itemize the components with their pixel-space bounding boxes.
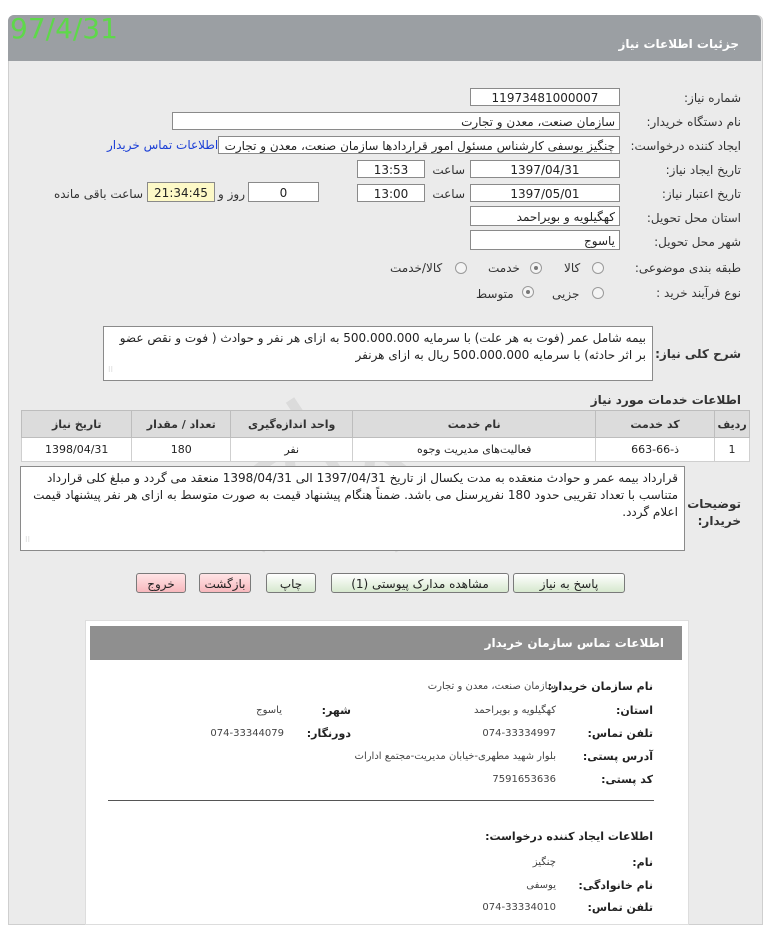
need-number-field: 11973481000007: [470, 88, 620, 106]
days-remaining-field: 0: [248, 182, 319, 202]
column-header: ردیف: [715, 411, 750, 438]
general-desc-label: شرح کلی نیاز:: [655, 347, 741, 361]
back-button[interactable]: بازگشت: [199, 573, 251, 593]
category-radio-goods[interactable]: [592, 262, 604, 274]
contact-province-value: کهگیلویه و بویراحمد: [474, 705, 556, 716]
contact-phone-value: 074-33334997: [482, 728, 556, 739]
buyer-notes-textarea[interactable]: [20, 466, 685, 551]
contact-org-label: نام سازمان خریدار:: [547, 680, 653, 693]
exit-button[interactable]: خروج: [136, 573, 186, 593]
buyer-notes-text: قرارداد بیمه عمر و حوادث منعقده به مدت یکسال از تاریخ 1397/04/31 الی 1398/04/31 منعقد می گردد و مبلغ کلی قرارداد متناسب با تعداد تقریبی حدود 180 نفرپرسنل می باشد. ضمناً هنگام پیشنهاد قیمت به صورت متوسط به ازای هر نفر پیشنهاد قیمت اعلام گردد.: [33, 471, 678, 519]
contact-postal-value: 7591653636: [492, 774, 556, 785]
creator-phone-label: تلفن تماس:: [587, 901, 653, 914]
contact-fax-label: دورنگار:: [306, 727, 351, 740]
table-cell: 1: [715, 438, 750, 462]
date-stamp: 97/4/31: [10, 12, 118, 45]
contact-province-label: استان:: [616, 704, 653, 717]
contact-phone-label: تلفن تماس:: [587, 727, 653, 740]
column-header: واحد اندازه‌گیری: [231, 411, 353, 438]
resize-grip-icon[interactable]: ⁝⁝: [25, 535, 31, 544]
table-cell: ذ-66-663: [595, 438, 714, 462]
creator-section-title: اطلاعات ایجاد کننده درخواست:: [485, 830, 653, 843]
valid-date-label: تاریخ اعتبار نیاز:: [661, 187, 741, 201]
city-field: یاسوج: [470, 230, 620, 250]
services-table: [21, 410, 750, 462]
page-header: [8, 15, 761, 61]
general-desc-textarea[interactable]: [103, 326, 653, 381]
divider: [108, 800, 654, 801]
creator-family-value: یوسفی: [526, 880, 556, 891]
page-title: جزئیات اطلاعات نیاز: [618, 37, 739, 51]
column-header: کد خدمت: [595, 411, 714, 438]
category-option-both: کالا/خدمت: [390, 261, 443, 275]
view-attachments-button[interactable]: مشاهده مدارک پیوستی (1): [331, 573, 509, 593]
created-date-label: تاریخ ایجاد نیاز:: [665, 163, 741, 177]
process-radio-minor[interactable]: [592, 287, 604, 299]
column-header: تعداد / مقدار: [132, 411, 231, 438]
category-label: طبقه بندی موضوعی:: [634, 261, 741, 275]
creator-name-label: نام:: [632, 856, 653, 869]
requester-field: چنگیز یوسفی کارشناس مسئول امور قراردادها سازمان صنعت، معدن و تجارت: [218, 136, 620, 154]
creator-family-label: نام خانوادگی:: [578, 879, 653, 892]
process-label: نوع فرآیند خرید :: [656, 286, 741, 300]
process-radio-medium[interactable]: [522, 286, 534, 298]
days-label: روز و: [218, 187, 245, 201]
province-field: کهگیلویه و بویراحمد: [470, 206, 620, 226]
contact-city-value: یاسوج: [256, 705, 282, 716]
contact-address-label: آدرس پستی:: [582, 750, 653, 763]
buyer-contact-link[interactable]: اطلاعات تماس خریدار: [107, 138, 219, 152]
category-radio-service[interactable]: [530, 262, 542, 274]
valid-time-field: 13:00: [357, 184, 425, 202]
valid-date-field: 1397/05/01: [470, 184, 620, 202]
buyer-org-label: نام دستگاه خریدار:: [646, 115, 741, 129]
requester-label: ایجاد کننده درخواست:: [630, 139, 741, 153]
general-desc-text: بیمه شامل عمر (فوت به هر علت) با سرمایه 500.000.000 به ازای هر نفر و حوادث ( فوت و نقص عضو بر اثر حادثه) با سرمایه 500.000.000 ریال به ازای هرنفر: [119, 331, 646, 362]
city-label: شهر محل تحویل:: [654, 235, 741, 249]
services-header-row: [22, 411, 750, 438]
contact-card-title: اطلاعات تماس سازمان خریدار: [484, 636, 664, 650]
process-option-minor: جزیی: [552, 287, 580, 301]
buyer-notes-label: توضیحات خریدار:: [687, 497, 741, 528]
table-cell: 180: [132, 438, 231, 462]
category-option-goods: کالا: [564, 261, 581, 275]
reply-button[interactable]: پاسخ به نیاز: [513, 573, 625, 593]
print-button[interactable]: چاپ: [266, 573, 316, 593]
contact-org-value: سازمان صنعت، معدن و تجارت: [427, 681, 556, 692]
time-remaining-label: ساعت باقی مانده: [53, 187, 143, 201]
table-cell: نفر: [231, 438, 353, 462]
province-label: استان محل تحویل:: [646, 211, 741, 225]
table-cell: 1398/04/31: [22, 438, 132, 462]
need-number-label: شماره نیاز:: [684, 91, 741, 105]
category-radio-both[interactable]: [455, 262, 467, 274]
contact-city-label: شهر:: [321, 704, 351, 717]
created-time-field: 13:53: [357, 160, 425, 178]
resize-grip-icon[interactable]: ⁝⁝: [108, 365, 114, 374]
services-title: اطلاعات خدمات مورد نیاز: [590, 393, 741, 407]
created-time-label: ساعت: [432, 163, 465, 177]
created-date-field: 1397/04/31: [470, 160, 620, 178]
contact-fax-value: 074-33344079: [210, 728, 284, 739]
buyer-org-field: سازمان صنعت، معدن و تجارت: [172, 112, 620, 130]
creator-phone-value: 074-33334010: [482, 902, 556, 913]
table-cell: فعالیت‌های مدیریت وجوه: [353, 438, 596, 462]
category-option-service: خدمت: [488, 261, 520, 275]
contact-card-header: [90, 626, 682, 660]
time-remaining-field: 21:34:45: [147, 182, 215, 202]
creator-name-value: چنگیز: [532, 857, 556, 868]
process-option-medium: متوسط: [476, 287, 514, 301]
column-header: نام خدمت: [353, 411, 596, 438]
table-row: [22, 438, 750, 462]
contact-postal-label: کد پستی:: [601, 773, 653, 786]
contact-address-value: بلوار شهید مطهری-خیابان مدیریت-مجتمع ادارات: [354, 751, 556, 762]
valid-time-label: ساعت: [432, 187, 465, 201]
column-header: تاریخ نیاز: [22, 411, 132, 438]
